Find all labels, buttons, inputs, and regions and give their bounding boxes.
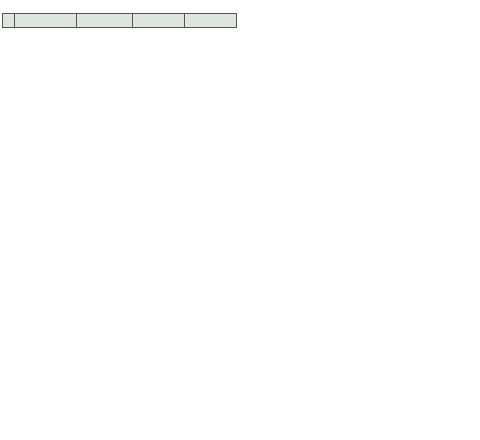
header-sire: [77, 14, 133, 28]
header-name: [15, 14, 77, 28]
header-num: [3, 14, 15, 28]
header-bms: [133, 14, 185, 28]
header-dam: [185, 14, 237, 28]
entry-table: [2, 13, 237, 28]
entry-table-header: [3, 14, 237, 28]
